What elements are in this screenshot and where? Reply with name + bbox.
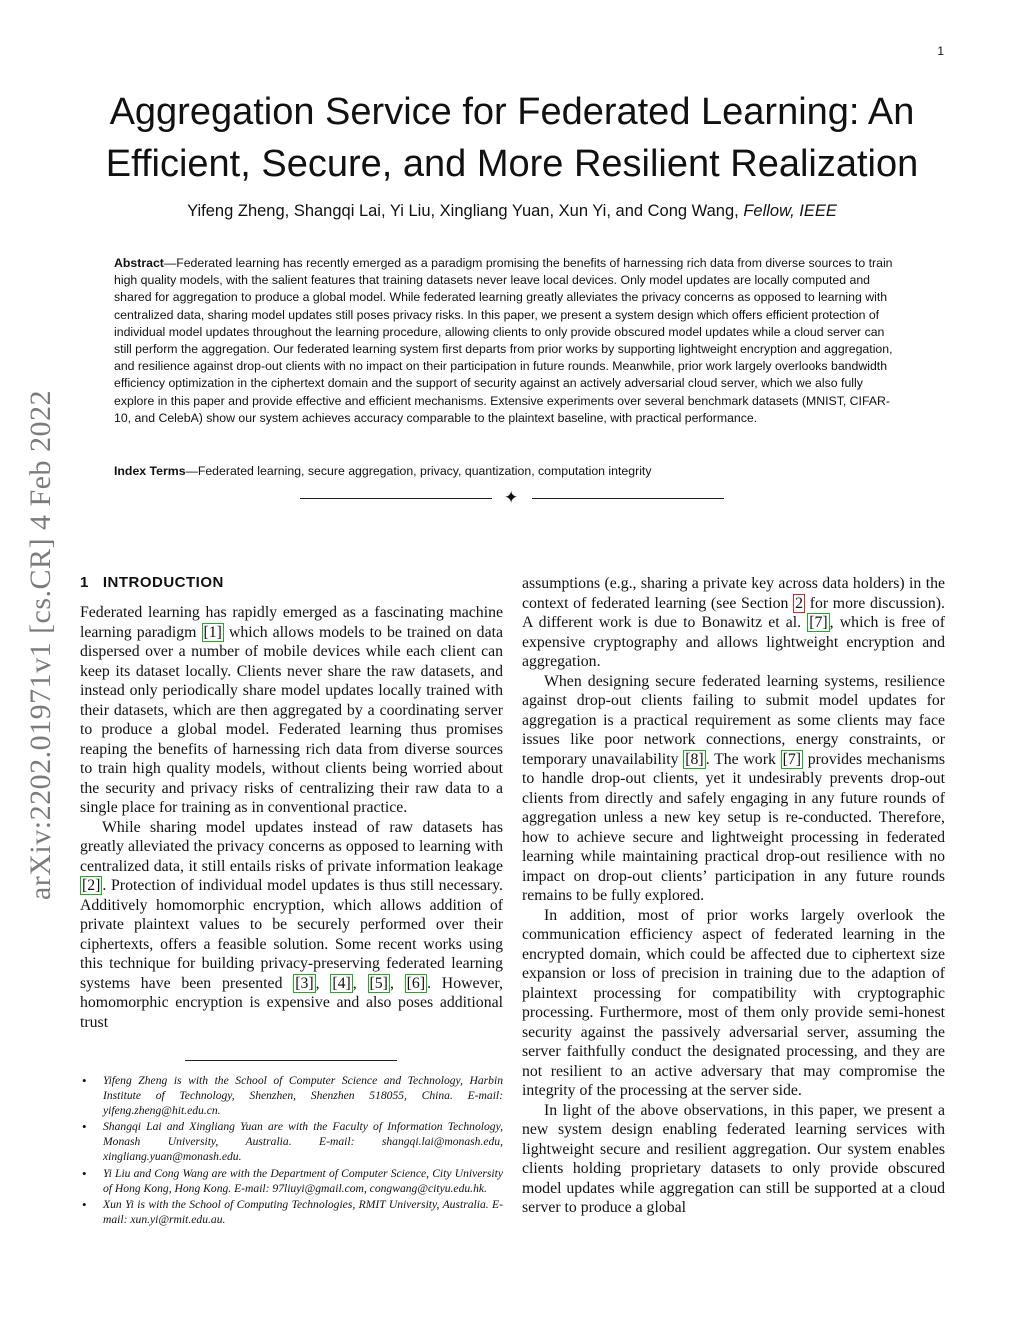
text-run: ,: [389, 974, 405, 992]
abstract-label: Abstract: [114, 256, 164, 270]
title-line-1: Aggregation Service for Federated Learning: An: [109, 91, 915, 133]
text-run: ,: [352, 974, 368, 992]
intro-paragraph-3: [522, 574, 945, 672]
abstract-text: —Federated learning has recently emerged as a paradigm promising the benefits of harnessing rich data from diverse sources to train high quality models, with the salient features that training datasets never leave local devices. Only model updates are locally computed and shared for aggregation to produce a global model. While federated learning greatly alleviates the privacy concerns as opposed to learning with centralized data, sharing model updates still poses privacy risks. In this paper, we present a system design which offers efficient protection of individual model updates throughout the learning procedure, allowing clients to only provide obscured model updates while a cloud server can still perform the aggregation. Our federated learning system first departs from prior works by supporting lightweight encryption and aggregation, and resilience against drop-out clients with no impact on their participation in future rounds. Meanwhile, prior work largely overlooks bandwidth efficiency optimization in the ciphertext domain and the support of security against an actively adversarial cloud server, which we also fully explore in this paper and provide effective and efficient mechanisms. Extensive experiments over several benchmark datasets (MNIST, CIFAR-10, and CelebA) show our system achieves accuracy comparable to the plaintext baseline, with practical performance.: [114, 256, 893, 425]
text-run: . Protection of individual model updates is thus still necessary. Additively homomorphic encryption, which allows addition of private plaintext values to be securely performed over their ciphertexts, offers a feasible solution. Some recent works using this technique for building privacy-preserving federated learning systems have been presented: [80, 877, 503, 992]
footnote-text: Yi Liu and Cong Wang are with the Department of Computer Science, City University of Hong Kong, Hong Kong. E-mail: 97liuyi@gmail.com, congwang@cityu.edu.hk.: [103, 1166, 503, 1195]
text-run: which allows models to be trained on data dispersed over a number of mobile devices while each client can keep its dataset locally. Clients never share the raw datasets, and instead only periodically share model updates locally trained with their datasets, which are then aggregated by a coordinating server to produce a global model. Federated learning thus promises reaping the benefits of harnessing rich data from diverse sources to train high quality models, without clients being worried about the security and privacy risks of centralizing their raw data to a single place for training as in conventional practice.: [80, 623, 503, 816]
section-heading: [80, 574, 224, 591]
left-column: [80, 603, 503, 1032]
footnote-text: Xun Yi is with the School of Computing Technologies, RMIT University, Australia. E-mail: xun.yi@rmit.edu.au.: [103, 1198, 503, 1227]
text-run: , which is free of expensive cryptography and allows lightweight encryption and aggregation.: [522, 614, 946, 670]
intro-paragraph-2: [80, 818, 503, 1033]
citation-link[interactable]: [7]: [782, 750, 802, 768]
text-run: for more discussion). A different work is due to Bonawitz et al.: [522, 594, 945, 631]
intro-paragraph-6: In light of the above observations, in this paper, we present a new system design enabling federated learning services with lightweight secure and resilient aggregation. Our system enables clients holding proprietary datasets to only provide obscured model updates while aggregation can still be supported at a cloud server to produce a global: [522, 1101, 945, 1216]
footnotes: [80, 1074, 503, 1230]
intro-paragraph-5: In addition, most of prior works largely overlook the communication efficiency aspect of federated learning in the encrypted domain, which could be affected due to ciphertext size expansion or loss of precision in training due to the adaption of plaintext processing for compatibility with cryptographic processing. Furthermore, most of them only provide semi-honest security against the passively adversarial server, assuming the server faithfully conduct the designated processing, and they are not resilient to an active adversary that may compromise the integrity of the processing at the server side.: [522, 906, 945, 1099]
text-run: Federated learning has rapidly emerged as a fascinating machine learning paradigm: [80, 604, 503, 641]
footnote-text: Shangqi Lai and Xingliang Yuan are with the Faculty of Information Technology, Monash University, Australia. E-mail: shangqi.lai@monash.edu, xingliang.yuan@monash.edu.: [103, 1120, 503, 1163]
bullet-icon: •: [82, 1165, 87, 1181]
authors-suffix: Fellow, IEEE: [743, 202, 837, 220]
bullet-icon: •: [82, 1119, 87, 1135]
right-column: [522, 574, 945, 1218]
citation-link[interactable]: [3]: [295, 974, 314, 992]
bullet-icon: •: [82, 1073, 87, 1088]
section-ref-link[interactable]: 2: [795, 594, 804, 612]
footnote-item: [80, 1120, 503, 1164]
title-line-2: Efficient, Secure, and More Resilient Realization: [105, 143, 919, 185]
text-run: . However, homomorphic encryption is expensive and also poses additional trust: [80, 974, 503, 1031]
footnote-item: [80, 1167, 503, 1197]
citation-link[interactable]: [4]: [332, 974, 351, 992]
footnote-item: [80, 1074, 503, 1118]
citation-link[interactable]: [2]: [82, 877, 101, 894]
footnote-rule: [185, 1060, 397, 1061]
intro-paragraph-1: [80, 603, 503, 818]
text-run: While sharing model updates instead of raw datasets has greatly alleviated the privacy concerns as opposed to learning with centralized data, it still entails risks of private information leakage: [80, 818, 503, 875]
citation-link[interactable]: [6]: [406, 974, 426, 992]
index-terms-text: —Federated learning, secure aggregation, privacy, quantization, computation integrity: [185, 464, 652, 478]
paper-title: [60, 86, 964, 190]
arxiv-stamp: arXiv:2202.01971v1 [cs.CR] 4 Feb 2022: [24, 389, 57, 901]
text-run: When designing secure federated learning systems, resilience against drop-out clients failing to submit model updates for aggregation is a practical requirement as some clients may face issues like poor network connections, energy constraints, or temporary unavailability: [522, 672, 945, 768]
text-run: . The work: [705, 750, 781, 768]
page-number: 1: [937, 44, 944, 58]
citation-link[interactable]: [7]: [809, 614, 828, 631]
intro-paragraph-4: [522, 672, 945, 906]
section-title: INTRODUCTION: [102, 574, 224, 591]
text-run: ,: [315, 974, 331, 992]
separator-rule-left: [300, 498, 492, 499]
citation-link[interactable]: [1]: [203, 623, 222, 641]
author-list: [60, 202, 964, 221]
section-number: 1: [80, 574, 89, 591]
index-terms-label: Index Terms: [114, 464, 186, 478]
separator-rule-right: [532, 498, 724, 499]
authors-names: Yifeng Zheng, Shangqi Lai, Yi Liu, Xingliang Yuan, Xun Yi, and Cong Wang,: [187, 202, 739, 220]
text-run: assumptions (e.g., sharing a private key across data holders) in the context of federated learning (see Section: [522, 575, 945, 612]
bullet-icon: •: [82, 1197, 87, 1213]
abstract: [114, 255, 904, 427]
citation-link[interactable]: [5]: [369, 974, 388, 992]
footnote-text: Yifeng Zheng is with the School of Computer Science and Technology, Harbin Institute of Technology, Shenzhen, Shenzhen 518055, China. E-mail: yifeng.zheng@hit.edu.cn.: [103, 1074, 503, 1117]
section-separator: [300, 490, 724, 508]
citation-link[interactable]: [8]: [685, 750, 704, 768]
separator-diamond-icon: ✦: [504, 488, 519, 507]
text-run: provides mechanisms to handle drop-out clients, yet it undesirably prevents drop-out clients from directly and safely engaging in any future rounds of aggregation unless a new key setup is re-conducted. Therefore, how to achieve secure and lightweight processing in federated learning while maintaining practical drop-out resilience with no impact on drop-out clients’ participation in any future rounds remains to be fully explored.: [522, 750, 946, 904]
footnote-item: [80, 1198, 503, 1228]
index-terms: [114, 464, 904, 478]
